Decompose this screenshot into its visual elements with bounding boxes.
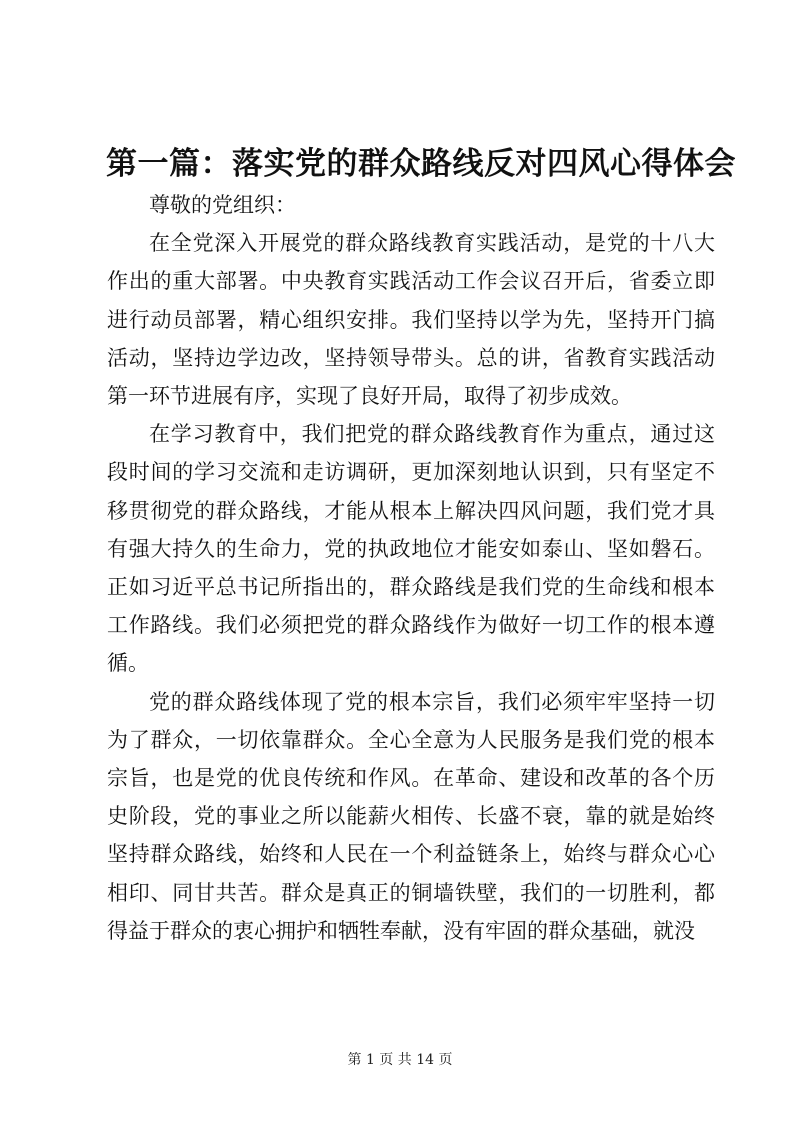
page-number-footer: 第 1 页 共 14 页 — [347, 1052, 453, 1068]
paragraph-3: 党的群众路线体现了党的根本宗旨，我们必须牢牢坚持一切为了群众，一切依靠群众。全心全意为人民服务是我们党的根本宗旨，也是党的优良传统和作风。在革命、建设和改革的各个历史阶段，党的事业之所以能薪火相传、长盛不衰，靠的就是始终坚持群众路线，始终和人民在一个利益链条上，始终与群众心心相印、同甘共苦。群众是真正的铜墙铁壁，我们的一切胜利，都得益于群众的衷心拥护和牺牲奉献，没有牢固的群众基础，就没 — [107, 689, 715, 943]
paragraph-2: 在学习教育中，我们把党的群众路线教育作为重点，通过这段时间的学习交流和走访调研，更加深刻地认识到，只有坚定不移贯彻党的群众路线，才能从根本上解决四风问题，我们党才具有强大持久的生命力，党的执政地位才能安如泰山、坚如磐石。正如习近平总书记所指出的，群众路线是我们党的生命线和根本工作路线。我们必须把党的群众路线作为做好一切工作的根本遵循。 — [107, 422, 715, 676]
salutation: 尊敬的党组织： — [149, 193, 296, 217]
document-title: 第一篇：落实党的群众路线反对四风心得体会 — [106, 146, 736, 182]
document-body — [107, 186, 715, 950]
paragraph-1: 在全党深入开展党的群众路线教育实践活动，是党的十八大作出的重大部署。中央教育实践活动工作会议召开后，省委立即进行动员部署，精心组织安排。我们坚持以学为先，坚持开门搞活动，坚持边学边改，坚持领导带头。总的讲，省教育实践活动第一环节进展有序，实现了良好开局，取得了初步成效。 — [107, 231, 715, 409]
